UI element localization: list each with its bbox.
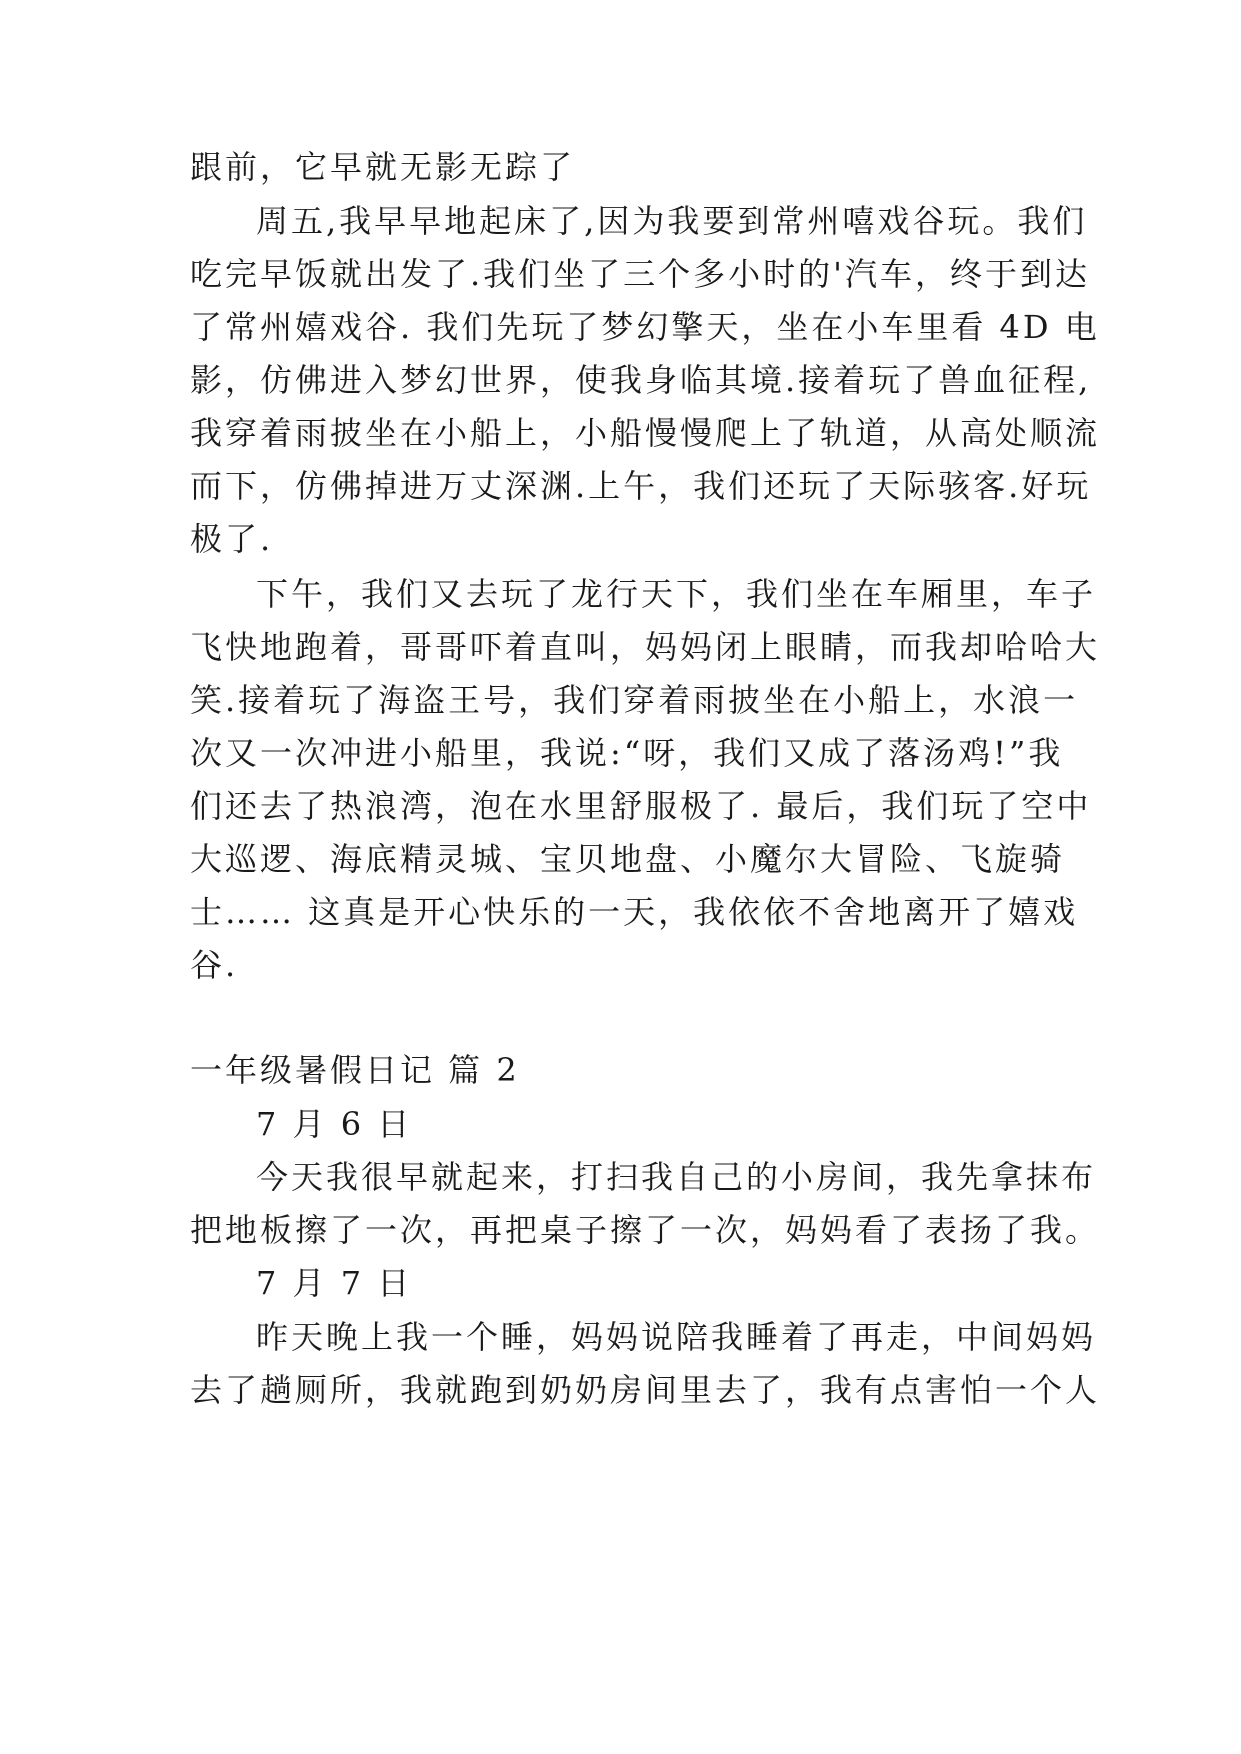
section-heading: 一年级暑假日记 篇 2 [190, 1051, 520, 1089]
text-line: 影，仿佛进入梦幻世界，使我身临其境.接着玩了兽血征程, [190, 361, 1092, 399]
paragraph-first-line: 今天我很早就起来，打扫我自己的小房间，我先拿抹布 [256, 1158, 1097, 1196]
text-line: 跟前，它早就无影无踪了 [190, 148, 576, 186]
text-line: 谷. [190, 946, 239, 984]
text-line: 极了. [190, 520, 274, 558]
text-line: 去了趟厕所，我就跑到奶奶房间里去了，我有点害怕一个人 [190, 1371, 1101, 1409]
text-line: 吃完早饭就出发了.我们坐了三个多小时的'汽车，终于到达 [190, 255, 1090, 293]
text-line: 我穿着雨披坐在小船上，小船慢慢爬上了轨道，从高处顺流 [190, 414, 1101, 452]
diary-date: 7 月 6 日 [256, 1105, 413, 1143]
text-line: 飞快地跑着，哥哥吓着直叫，妈妈闭上眼睛，而我却哈哈大 [190, 628, 1101, 666]
text-line: 而下，仿佛掉进万丈深渊.上午，我们还玩了天际骇客.好玩 [190, 467, 1092, 505]
text-line: 士…… 这真是开心快乐的一天，我依依不舍地离开了嬉戏 [190, 893, 1079, 931]
text-line: 笑.接着玩了海盗王号，我们穿着雨披坐在小船上，水浪一 [190, 681, 1079, 719]
paragraph-first-line: 周五,我早早地起床了,因为我要到常州嘻戏谷玩。我们 [256, 202, 1088, 240]
text-line: 们还去了热浪湾，泡在水里舒服极了. 最后，我们玩了空中 [190, 787, 1092, 825]
text-line: 了常州嬉戏谷. 我们先玩了梦幻擎天，坐在小车里看 4D 电 [190, 308, 1100, 346]
text-line: 次又一次冲进小船里，我说:“呀，我们又成了落汤鸡!”我 [190, 734, 1064, 772]
diary-date: 7 月 7 日 [256, 1264, 413, 1302]
text-line: 大巡逻、海底精灵城、宝贝地盘、小魔尔大冒险、飞旋骑 [190, 840, 1066, 878]
paragraph-first-line: 下午，我们又去玩了龙行天下，我们坐在车厢里，车子 [256, 575, 1097, 613]
paragraph-first-line: 昨天晚上我一个睡，妈妈说陪我睡着了再走，中间妈妈 [256, 1318, 1097, 1356]
text-line: 把地板擦了一次，再把桌子擦了一次，妈妈看了表扬了我。 [190, 1211, 1101, 1249]
